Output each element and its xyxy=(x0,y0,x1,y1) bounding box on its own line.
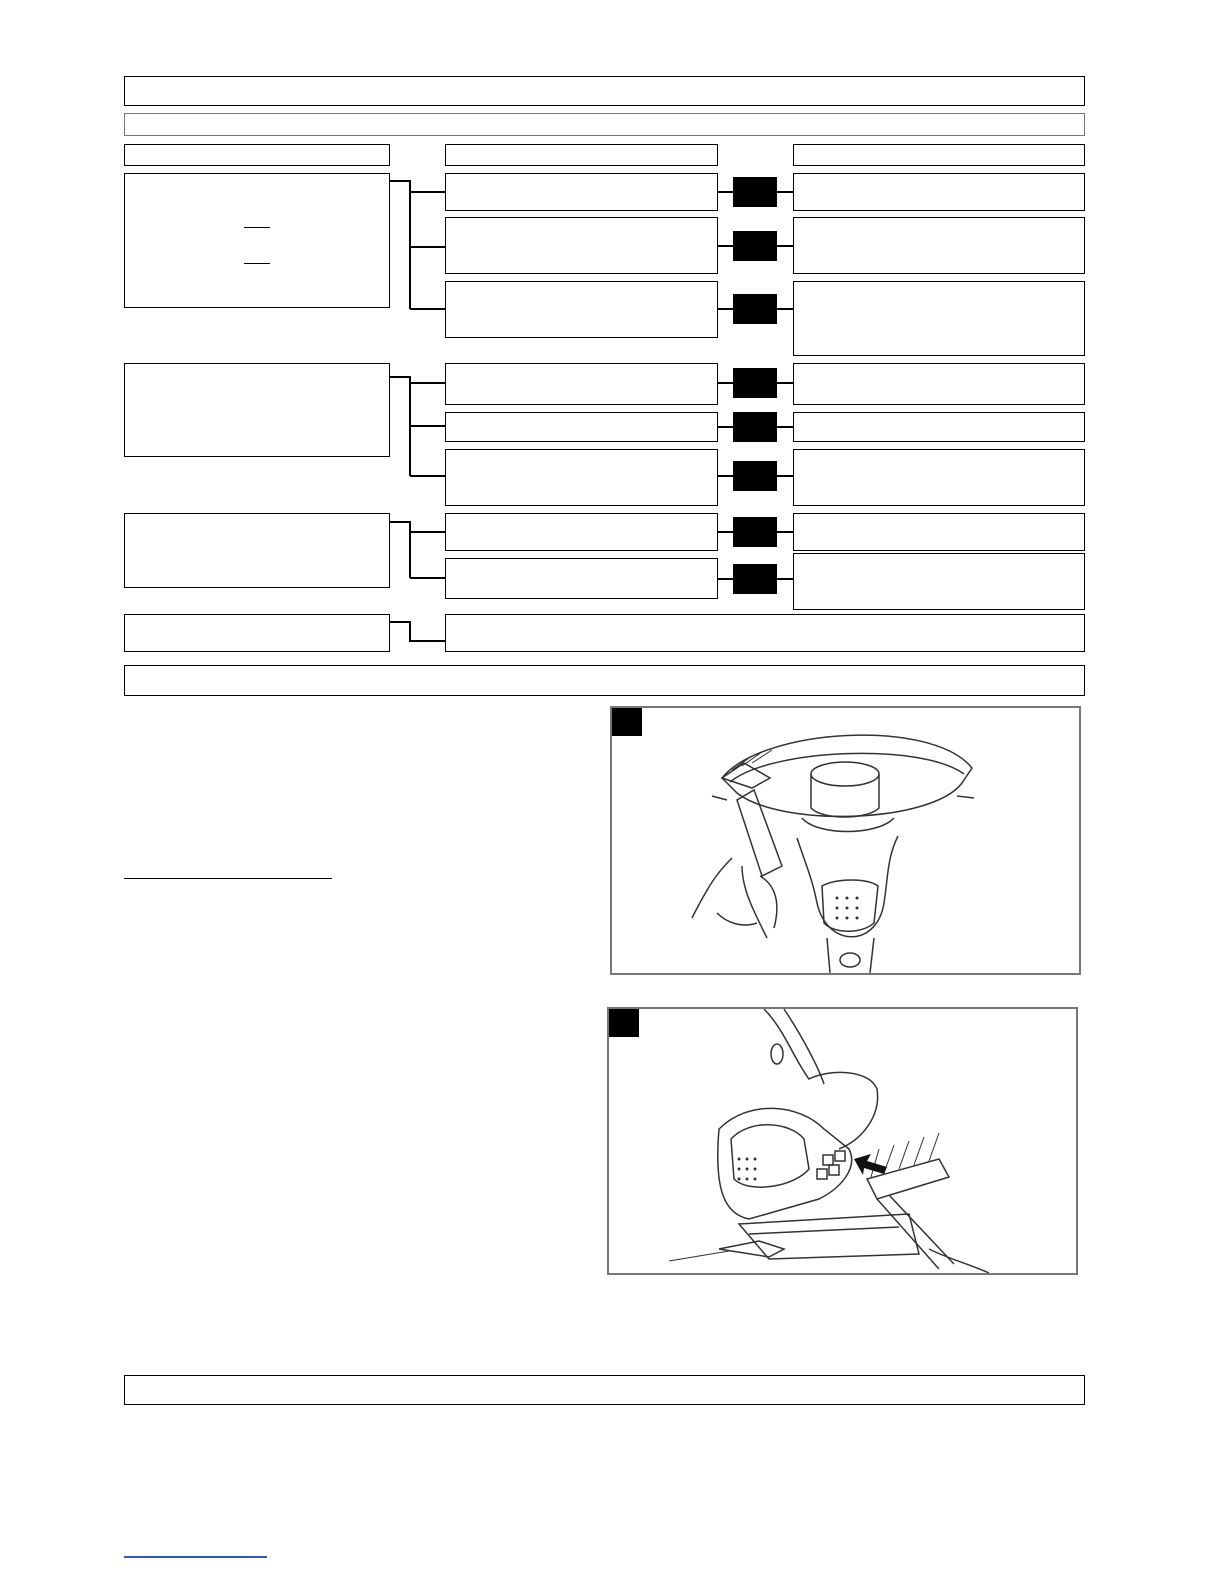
cause-box-1-1 xyxy=(445,173,718,211)
underline-mark xyxy=(244,263,270,264)
connector-line xyxy=(718,531,793,533)
cause-box-3-2 xyxy=(445,558,718,599)
solution-box-2-3 xyxy=(793,449,1085,506)
figure-1-label xyxy=(612,708,642,736)
cause-box-2-3 xyxy=(445,449,718,506)
underline-mark xyxy=(244,227,270,228)
solution-box-3-2 xyxy=(793,553,1085,610)
solution-box-1-3 xyxy=(793,281,1085,356)
connector-line xyxy=(718,191,793,193)
problem-box-3 xyxy=(124,513,390,588)
connector-line xyxy=(718,426,793,428)
connector-line xyxy=(718,578,793,580)
trimmer-vent-cleaning-illustration-icon xyxy=(609,1009,1076,1273)
figure-2-label xyxy=(609,1009,639,1037)
title-bar xyxy=(124,76,1085,106)
connector-line xyxy=(718,308,793,310)
connector-line xyxy=(718,382,793,384)
problem-box-1 xyxy=(124,173,390,308)
problem-box-4 xyxy=(124,614,390,652)
solution-box-2-1 xyxy=(793,363,1085,405)
section-bar xyxy=(124,665,1085,696)
cause-box-2-2 xyxy=(445,412,718,442)
subheading-underline xyxy=(124,878,332,879)
figure-1 xyxy=(610,706,1081,975)
subtitle-bar xyxy=(124,113,1085,136)
connector-line xyxy=(718,475,793,477)
footer-link-underline[interactable] xyxy=(124,1556,267,1558)
cause-box-1-2 xyxy=(445,217,718,274)
cause-box-4-1 xyxy=(445,614,1085,652)
figure-2 xyxy=(607,1007,1078,1275)
bracket-connectors xyxy=(390,170,446,660)
trimmer-spool-cleaning-illustration-icon xyxy=(612,708,1079,973)
solution-box-1-2 xyxy=(793,217,1085,274)
cause-box-3-1 xyxy=(445,513,718,551)
solution-box-3-1 xyxy=(793,513,1085,551)
cause-box-2-1 xyxy=(445,363,718,405)
solution-box-2-2 xyxy=(793,412,1085,442)
header-problem xyxy=(124,144,390,166)
connector-line xyxy=(718,245,793,247)
solution-box-1-1 xyxy=(793,173,1085,211)
header-cause xyxy=(445,144,718,166)
footer-bar xyxy=(124,1375,1085,1405)
problem-box-2 xyxy=(124,363,390,457)
cause-box-1-3 xyxy=(445,281,718,338)
header-solution xyxy=(793,144,1085,166)
